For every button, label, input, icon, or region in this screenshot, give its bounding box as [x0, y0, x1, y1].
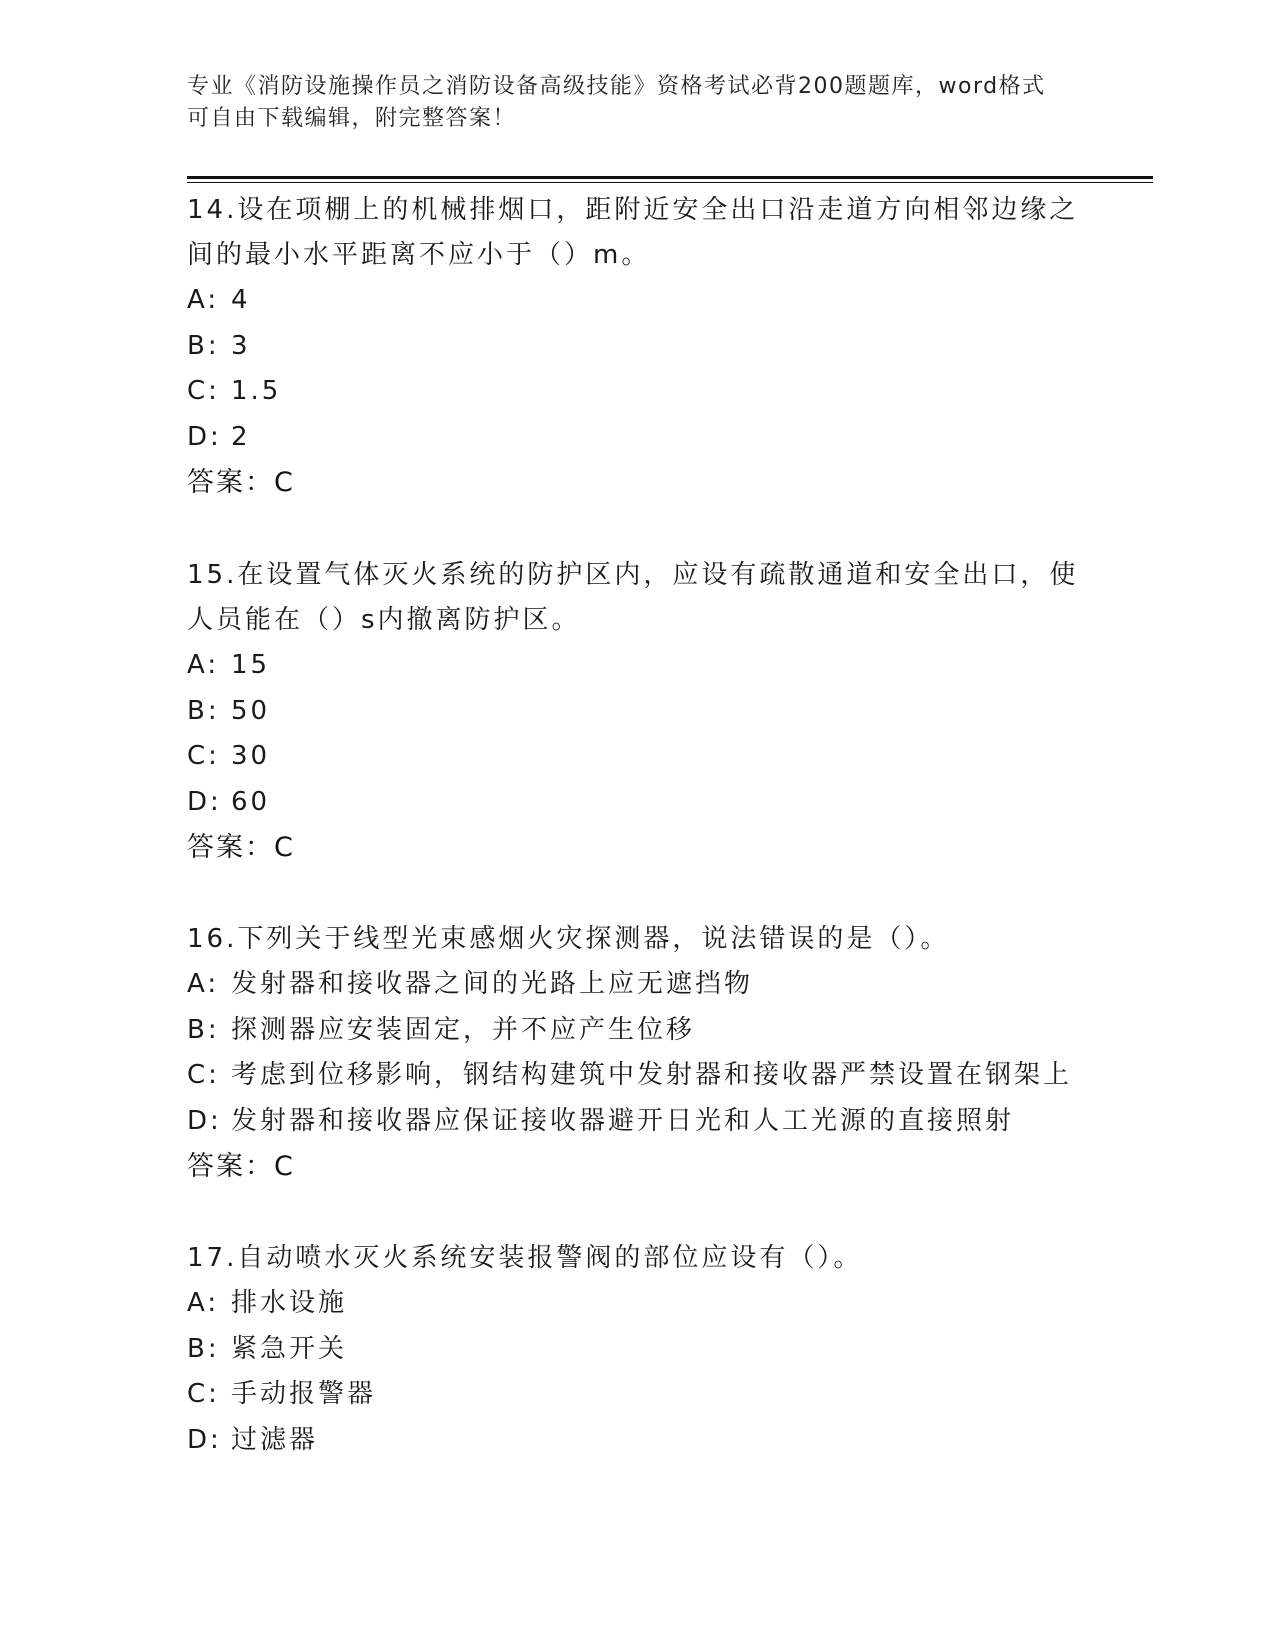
option-letter: C:: [187, 741, 220, 771]
option-a: [187, 1281, 1087, 1327]
option-b: [187, 324, 1087, 370]
option-text: 过滤器: [231, 1424, 319, 1455]
question-stem: 16.下列关于线型光束感烟火灾探测器，说法错误的是（）。: [187, 924, 950, 954]
document-header: 专业《消防设施操作员之消防设备高级技能》资格考试必背200题题库，word格式可自由下载编辑，附完整答案！: [187, 74, 1046, 131]
option-b: [187, 689, 1087, 735]
question-17: [187, 1236, 1087, 1463]
option-letter: A:: [187, 1288, 220, 1318]
option-letter: B:: [187, 695, 220, 726]
option-letter: A:: [187, 969, 220, 999]
option-text: 2: [231, 421, 251, 452]
option-b: [187, 1327, 1087, 1373]
option-a: [187, 643, 1087, 689]
option-a: [187, 278, 1087, 324]
option-text: 考虑到位移影响，钢结构建筑中发射器和接收器严禁设置在钢架上: [231, 1060, 1073, 1090]
option-c: [187, 1372, 1087, 1418]
option-text: 15: [231, 650, 271, 680]
option-text: 手动报警器: [231, 1379, 377, 1409]
question-15: [187, 553, 1087, 870]
option-letter: B:: [187, 1014, 220, 1045]
option-letter: C:: [187, 376, 220, 406]
question-stem: 17.自动喷水灭火系统安装报警阀的部位应设有（）。: [187, 1243, 863, 1273]
header-divider-thin: [187, 182, 1153, 183]
option-text: 1.5: [231, 376, 282, 406]
option-d: [187, 1099, 1087, 1145]
option-letter: D:: [187, 1105, 222, 1136]
option-text: 60: [231, 786, 271, 817]
option-text: 探测器应安装固定，并不应产生位移: [231, 1014, 696, 1045]
answer-line: 答案：C: [187, 832, 295, 863]
option-letter: B:: [187, 330, 220, 361]
option-letter: C:: [187, 1379, 220, 1409]
option-text: 排水设施: [231, 1288, 348, 1318]
question-16: [187, 917, 1087, 1189]
option-letter: B:: [187, 1333, 220, 1364]
option-letter: D:: [187, 786, 222, 817]
question-stem: 14.设在项棚上的机械排烟口，距附近安全出口沿走道方向相邻边缘之间的最小水平距离不应小于（）m。: [187, 195, 1079, 270]
option-c: [187, 369, 1087, 415]
option-text: 50: [231, 695, 271, 726]
option-text: 紧急开关: [231, 1333, 348, 1364]
option-text: 3: [231, 330, 251, 361]
option-letter: A:: [187, 285, 220, 315]
option-d: [187, 780, 1087, 826]
option-text: 30: [231, 741, 271, 771]
question-stem: 15.在设置气体灭火系统的防护区内，应设有疏散通道和安全出口，使人员能在（）s内撤离防护区。: [187, 560, 1079, 635]
option-text: 4: [231, 285, 251, 315]
option-b: [187, 1008, 1087, 1054]
option-text: 发射器和接收器应保证接收器避开日光和人工光源的直接照射: [231, 1105, 1015, 1136]
option-d: [187, 415, 1087, 461]
option-c: [187, 1053, 1087, 1099]
answer-line: 答案：C: [187, 1151, 295, 1182]
option-a: [187, 962, 1087, 1008]
option-letter: D:: [187, 1424, 222, 1455]
option-text: 发射器和接收器之间的光路上应无遮挡物: [231, 969, 754, 999]
question-14: [187, 188, 1087, 505]
option-d: [187, 1418, 1087, 1464]
answer-line: 答案：C: [187, 467, 295, 498]
header-divider-thick: [187, 176, 1153, 179]
option-letter: A:: [187, 650, 220, 680]
option-letter: C:: [187, 1060, 220, 1090]
option-letter: D:: [187, 421, 222, 452]
option-c: [187, 734, 1087, 780]
